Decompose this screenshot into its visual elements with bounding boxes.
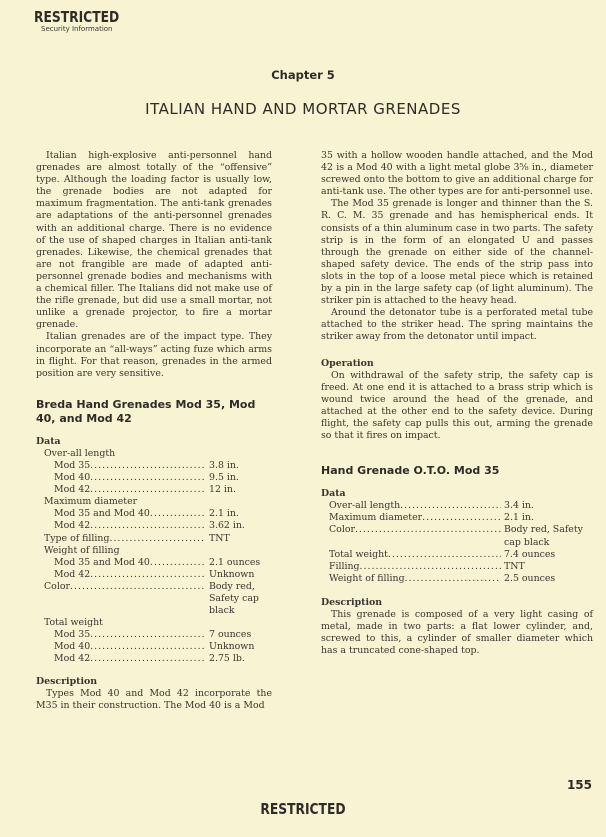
data-row: Weight of filling ..... 2.5 ounces (321, 573, 593, 585)
chapter-title: ITALIAN HAND AND MORTAR GRENADES (145, 100, 461, 118)
body-paragraph: Around the detonator tube is a perforated metal tube attached to the striker head. The spring maintains the striker away from the detonator until impact. (321, 307, 593, 343)
data-heading: Data (36, 435, 61, 447)
left-column (36, 150, 272, 712)
data-row: Mod 42 ..... Unknown (36, 569, 272, 581)
operation-heading: Operation (321, 357, 374, 369)
description-paragraph: This grenade is composed of a very light casing of metal, made in two parts: a flat lower cylinder, and, screwed to this, a cylinder of smaller diameter which has a truncated cone-shaped top. (321, 609, 593, 657)
data-group-label: Total weight (44, 617, 103, 629)
intro-paragraph: Italian high-explosive anti-personnel hand grenades are almost totally of the “offensive” type. Although the loading factor is usually low, the grenade bodies are not adapted for maximum fragmentation. The anti-tank grenades are adaptations of the anti-personnel grenades with an additional charge. There is no evidence of the use of shaped charges in Italian anti-tank grenades. Likewise, the chemical grenades that are not frangible are made of adapted anti-personnel grenade bodies and mechanisms with a chemical filler. The Italians did not make use of the rifle grenade, but did use a small mortar, not unlike a grenade projector, to fire a mortar grenade. (36, 150, 272, 331)
data-row: Over-all length ..... 3.4 in. (321, 500, 593, 512)
description-paragraph: Types Mod 40 and Mod 42 incorporate the M35 in their construction. The Mod 40 is a Mod (36, 687, 272, 711)
breda-data-table (36, 448, 272, 666)
data-row: Mod 42 ..... 3.62 in. (36, 520, 272, 532)
operation-paragraph: On withdrawal of the safety strip, the safety cap is freed. At one end it is attached to a brass strip which is wound twice around the head of the grenade, and attached at the other end to the safety device. During flight, the safety cap pulls this out, arming the grenade so that it fires on impact. (321, 369, 593, 442)
data-row: Mod 42 ..... 12 in. (36, 484, 272, 496)
oto-data-table (321, 500, 593, 585)
data-row: Mod 35 and Mod 40 ..... 2.1 ounces (36, 557, 272, 569)
classification-footer: RESTRICTED (260, 800, 346, 818)
data-row: Mod 35 ..... 7 ounces (36, 629, 272, 641)
description-heading: Description (321, 596, 383, 608)
section-heading-breda: Breda Hand Grenades Mod 35, Mod 40, and Mod 42 (36, 397, 256, 425)
data-row: Filling ..... TNT (321, 561, 593, 573)
data-row: Mod 35 and Mod 40 ..... 2.1 in. (36, 508, 272, 520)
section-heading-oto: Hand Grenade O.T.O. Mod 35 (321, 464, 500, 478)
data-group-label: Over-all length (44, 447, 116, 459)
intro-paragraph: Italian grenades are of the impact type. They incorporate an “all-ways” acting fuze which arms in flight. For that reason, grenades in the armed position are very sensitive. (36, 331, 272, 379)
data-group-label: Weight of filling (44, 544, 120, 556)
data-row: Type of filling ..... TNT (36, 533, 272, 545)
data-row: Mod 42 ..... 2.75 lb. (36, 653, 272, 665)
security-information-label: Security Information (41, 25, 113, 33)
data-row: Color ..... Body red, Safety cap black (321, 524, 593, 548)
data-row: Color ..... Body red, Safety cap black (36, 581, 272, 617)
right-column (321, 150, 593, 657)
data-row: Maximum diameter ..... 2.1 in. (321, 512, 593, 524)
data-row: Mod 40 ..... Unknown (36, 641, 272, 653)
data-row: Mod 40 ..... 9.5 in. (36, 472, 272, 484)
chapter-label: Chapter 5 (271, 68, 335, 82)
data-group-label: Maximum diameter (44, 496, 138, 508)
continued-paragraph: 35 with a hollow wooden handle attached, and the Mod 42 is a Mod 40 with a light metal globe 3⅝ in., diameter screwed onto the bottom to give an additional charge for anti-tank use. The other types are for anti-personnel use. (321, 150, 593, 198)
data-heading: Data (321, 488, 346, 500)
body-paragraph: The Mod 35 grenade is longer and thinner than the S. R. C. M. 35 grenade and has hemispherical ends. It consists of a thin aluminum case in two parts. The safety strip is in the form of an elongated U and passes through the grenade on either side of the channel-shaped safety device. The ends of the strip pass into slots in the top of a loose metal piece which is retained by a pin in the large safety cap (of light aluminum). The striker pin is attached to the heavy head. (321, 198, 593, 307)
data-row: Mod 35 ..... 3.8 in. (36, 460, 272, 472)
classification-header: RESTRICTED (34, 8, 120, 26)
page-number: 155 (566, 778, 592, 792)
description-heading: Description (36, 675, 98, 687)
data-row: Total weight ..... 7.4 ounces (321, 549, 593, 561)
